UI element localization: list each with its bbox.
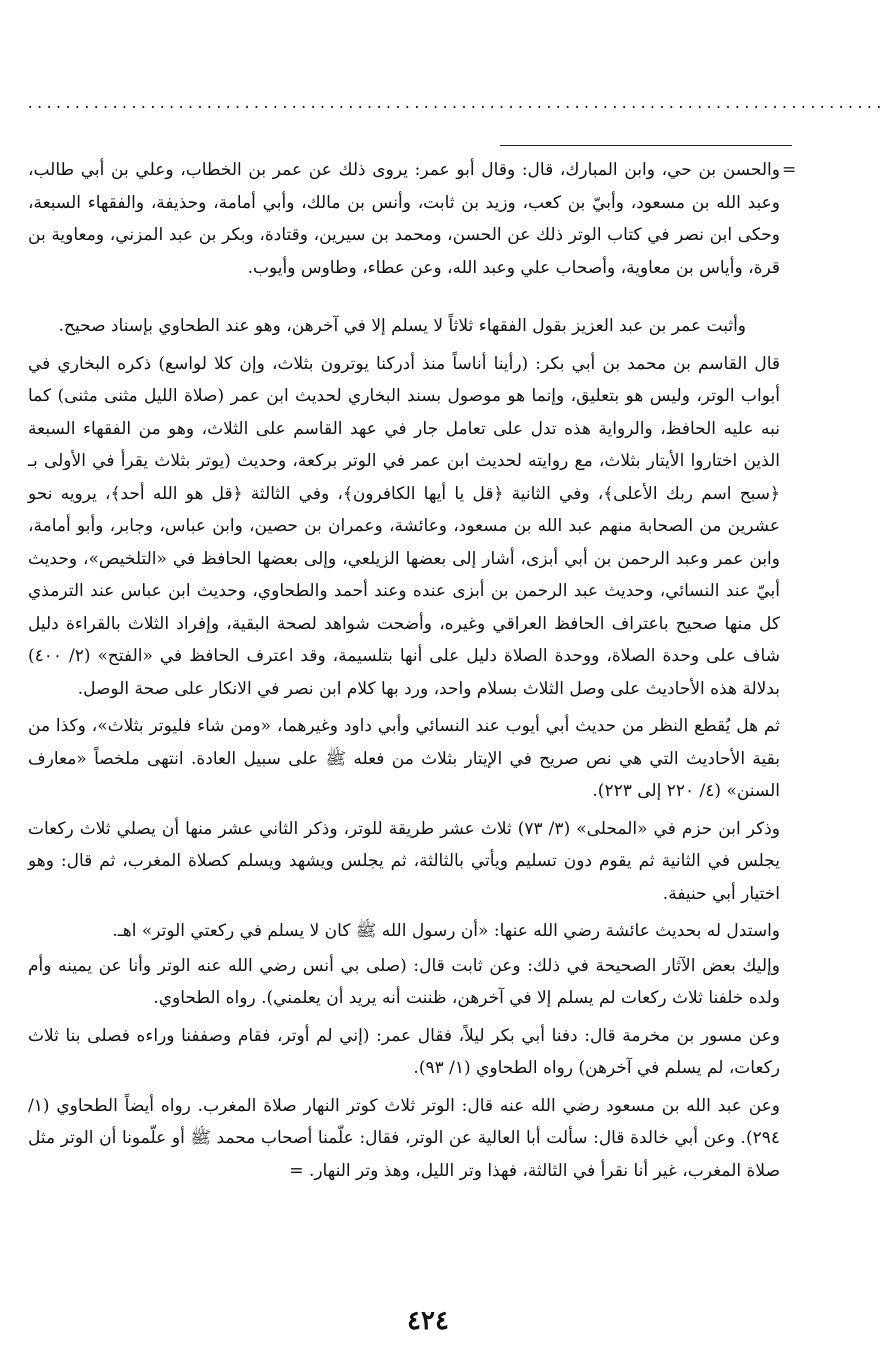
footnote-separator-dots: ........................................................................................... bbox=[26, 96, 884, 112]
paragraph-2: وأثبت عمر بن عبد العزيز بقول الفقهاء ثلاثاً لا يسلم إلا في آخرهن، وهو عند الطحاوي بإسناد صحيح. bbox=[58, 316, 746, 336]
paragraph-9: وعن عبد الله بن مسعود رضي الله عنه قال: الوتر ثلاث كوتر النهار صلاة المغرب. رواه أيضاً الطحاوي (١/ ٢٩٤). وعن أبي خالدة قال: سألت أبا العالية عن الوتر، فقال: علّمنا أصحاب محمد ﷺ أو علّمونا أن الوتر مثل صلاة المغرب، غير أنا نقرأ في الثالثة، فهذا وتر الليل، وهذ وتر النهار. = bbox=[28, 1095, 780, 1181]
paragraph-5: وذكر ابن حزم في «المحلى» (٣/ ٧٣) ثلاث عشر طريقة للوتر، وذكر الثاني عشر منها أن يصلي ثلاث ركعات يجلس في الثانية ثم يقوم دون تسليم ويأتي بالثالثة، ثم يجلس ويشهد ويسلم كصلاة المغرب، ثم قال: وهو اختيار أبي حنيفة. bbox=[28, 818, 780, 904]
paragraph-7: وإليك بعض الآثار الصحيحة في ذلك: وعن ثابت قال: (صلى بي أنس رضي الله عنه الوتر وأنا عن يمينه وأم ولده خلفنا ثلاث ركعات لم يسلم إلا في آخرهن، ظننت أنه يريد أن يعلمني). رواه الطحاوي. bbox=[28, 955, 780, 1008]
paragraph-3: قال القاسم بن محمد بن أبي بكر: (رأينا أناساً منذ أدركنا يوترون بثلاث، وإن كلا لواسع) ذكره البخاري في أبواب الوتر، وليس هو بتعليق، وإنما هو موصول بسند البخاري لحديث ابن عمر (صلاة الليل مثنى مثنى) كما نبه عليه الحافظ، والرواية هذه تدل على تعامل جار في عهد القاسم على الثلاث، وهو من الفقهاء السبعة الذين اختاروا الأيتار بثلاث، مع روايته لحديث ابن عمر في الوتر بركعة، وحديث (يوتر بثلاث يقرأ في الأولى بـ ﴿سبح اسم ربك الأعلى﴾، وفي الثانية ﴿قل يا أيها الكافرون﴾، وفي الثالثة ﴿قل هو الله أحد﴾، يرويه نحو عشرين من الصحابة منهم عبد الله بن مسعود، وعائشة، وعمران بن حصين، وابن عباس، وجابر، وأبو أمامة، وابن عمر وعبد الرحمن بن أبي أبزى، أشار إلى بعضها الزيلعي، وإلى بعضها الحافظ في «التلخيص»، وحديث أبيّ عند النسائي، وحديث عبد الرحمن بن أبزى عنده وعند أحمد والطحاوي، وحديث ابن عباس عند الترمذي كل منها صحيح باعتراف الحافظ العراقي وغيره، وأضحت شواهد لصحة البقية، وإفراد الثلاث بالقراءة دليل شاف على وحدة الصلاة، ووحدة الصلاة دليل على أنها بتلسيمة، وقد اعترف الحافظ في «الفتح» (٢/ ٤٠٠) بدلالة هذه الأحاديث على وصل الثلاث بسلام واحد، ورد بها كلام ابن نصر في الانكار على صحة الوصل. bbox=[28, 353, 780, 699]
paragraph-4: ثم هل يُقطع النظر من حديث أبي أيوب عند النسائي وأبي داود وغيرهما، «ومن شاء فليوتر بثلاث»، وكذا من بقية الأحاديث التي هي نص صريح في الإيتار بثلاث من فعله ﷺ على سبيل العادة. انتهى ملخصاً «معارف السنن» (٤/ ٢٢٠ إلى ٢٢٣). bbox=[28, 716, 780, 801]
paragraph-6: واستدل له بحديث عائشة رضي الله عنها: «أن رسول الله ﷺ كان لا يسلم في ركعتي الوتر» اهـ. bbox=[112, 921, 780, 941]
continuation-mark: = bbox=[782, 160, 797, 180]
paragraph-1: والحسن بن حي، وابن المبارك، قال: وقال أبو عمر: يروى ذلك عن عمر بن الخطاب، وعلي بن أبي طالب، وعبد الله بن مسعود، وأبيّ بن كعب، وزيد بن ثابت، وأنس بن مالك، وأبي أمامة، وحذيفة، والفقهاء السبعة، وحكى ابن نصر في كتاب الوتر ذلك عن الحسن، ومحمد بن سيرين، وقتادة، وبكر بن عبد المزني، ومعاوية بن قرة، وأياس بن معاوية، وأصحاب علي وعبد الله، وعن عطاء، وطاوس وأيوب. bbox=[28, 160, 780, 278]
footnote-text bbox=[28, 154, 780, 1192]
paragraph-8: وعن مسور بن مخرمة قال: دفنا أبي بكر ليلاً، فقال عمر: (إني لم أوتر، فقام وصففنا وراءه فصلى بنا ثلاث ركعات، لم يسلم في آخرهن) رواه الطحاوي (١/ ٩٣). bbox=[28, 1025, 780, 1078]
footnote-rule bbox=[500, 145, 792, 146]
page-number: ٤٢٤ bbox=[407, 1306, 449, 1336]
